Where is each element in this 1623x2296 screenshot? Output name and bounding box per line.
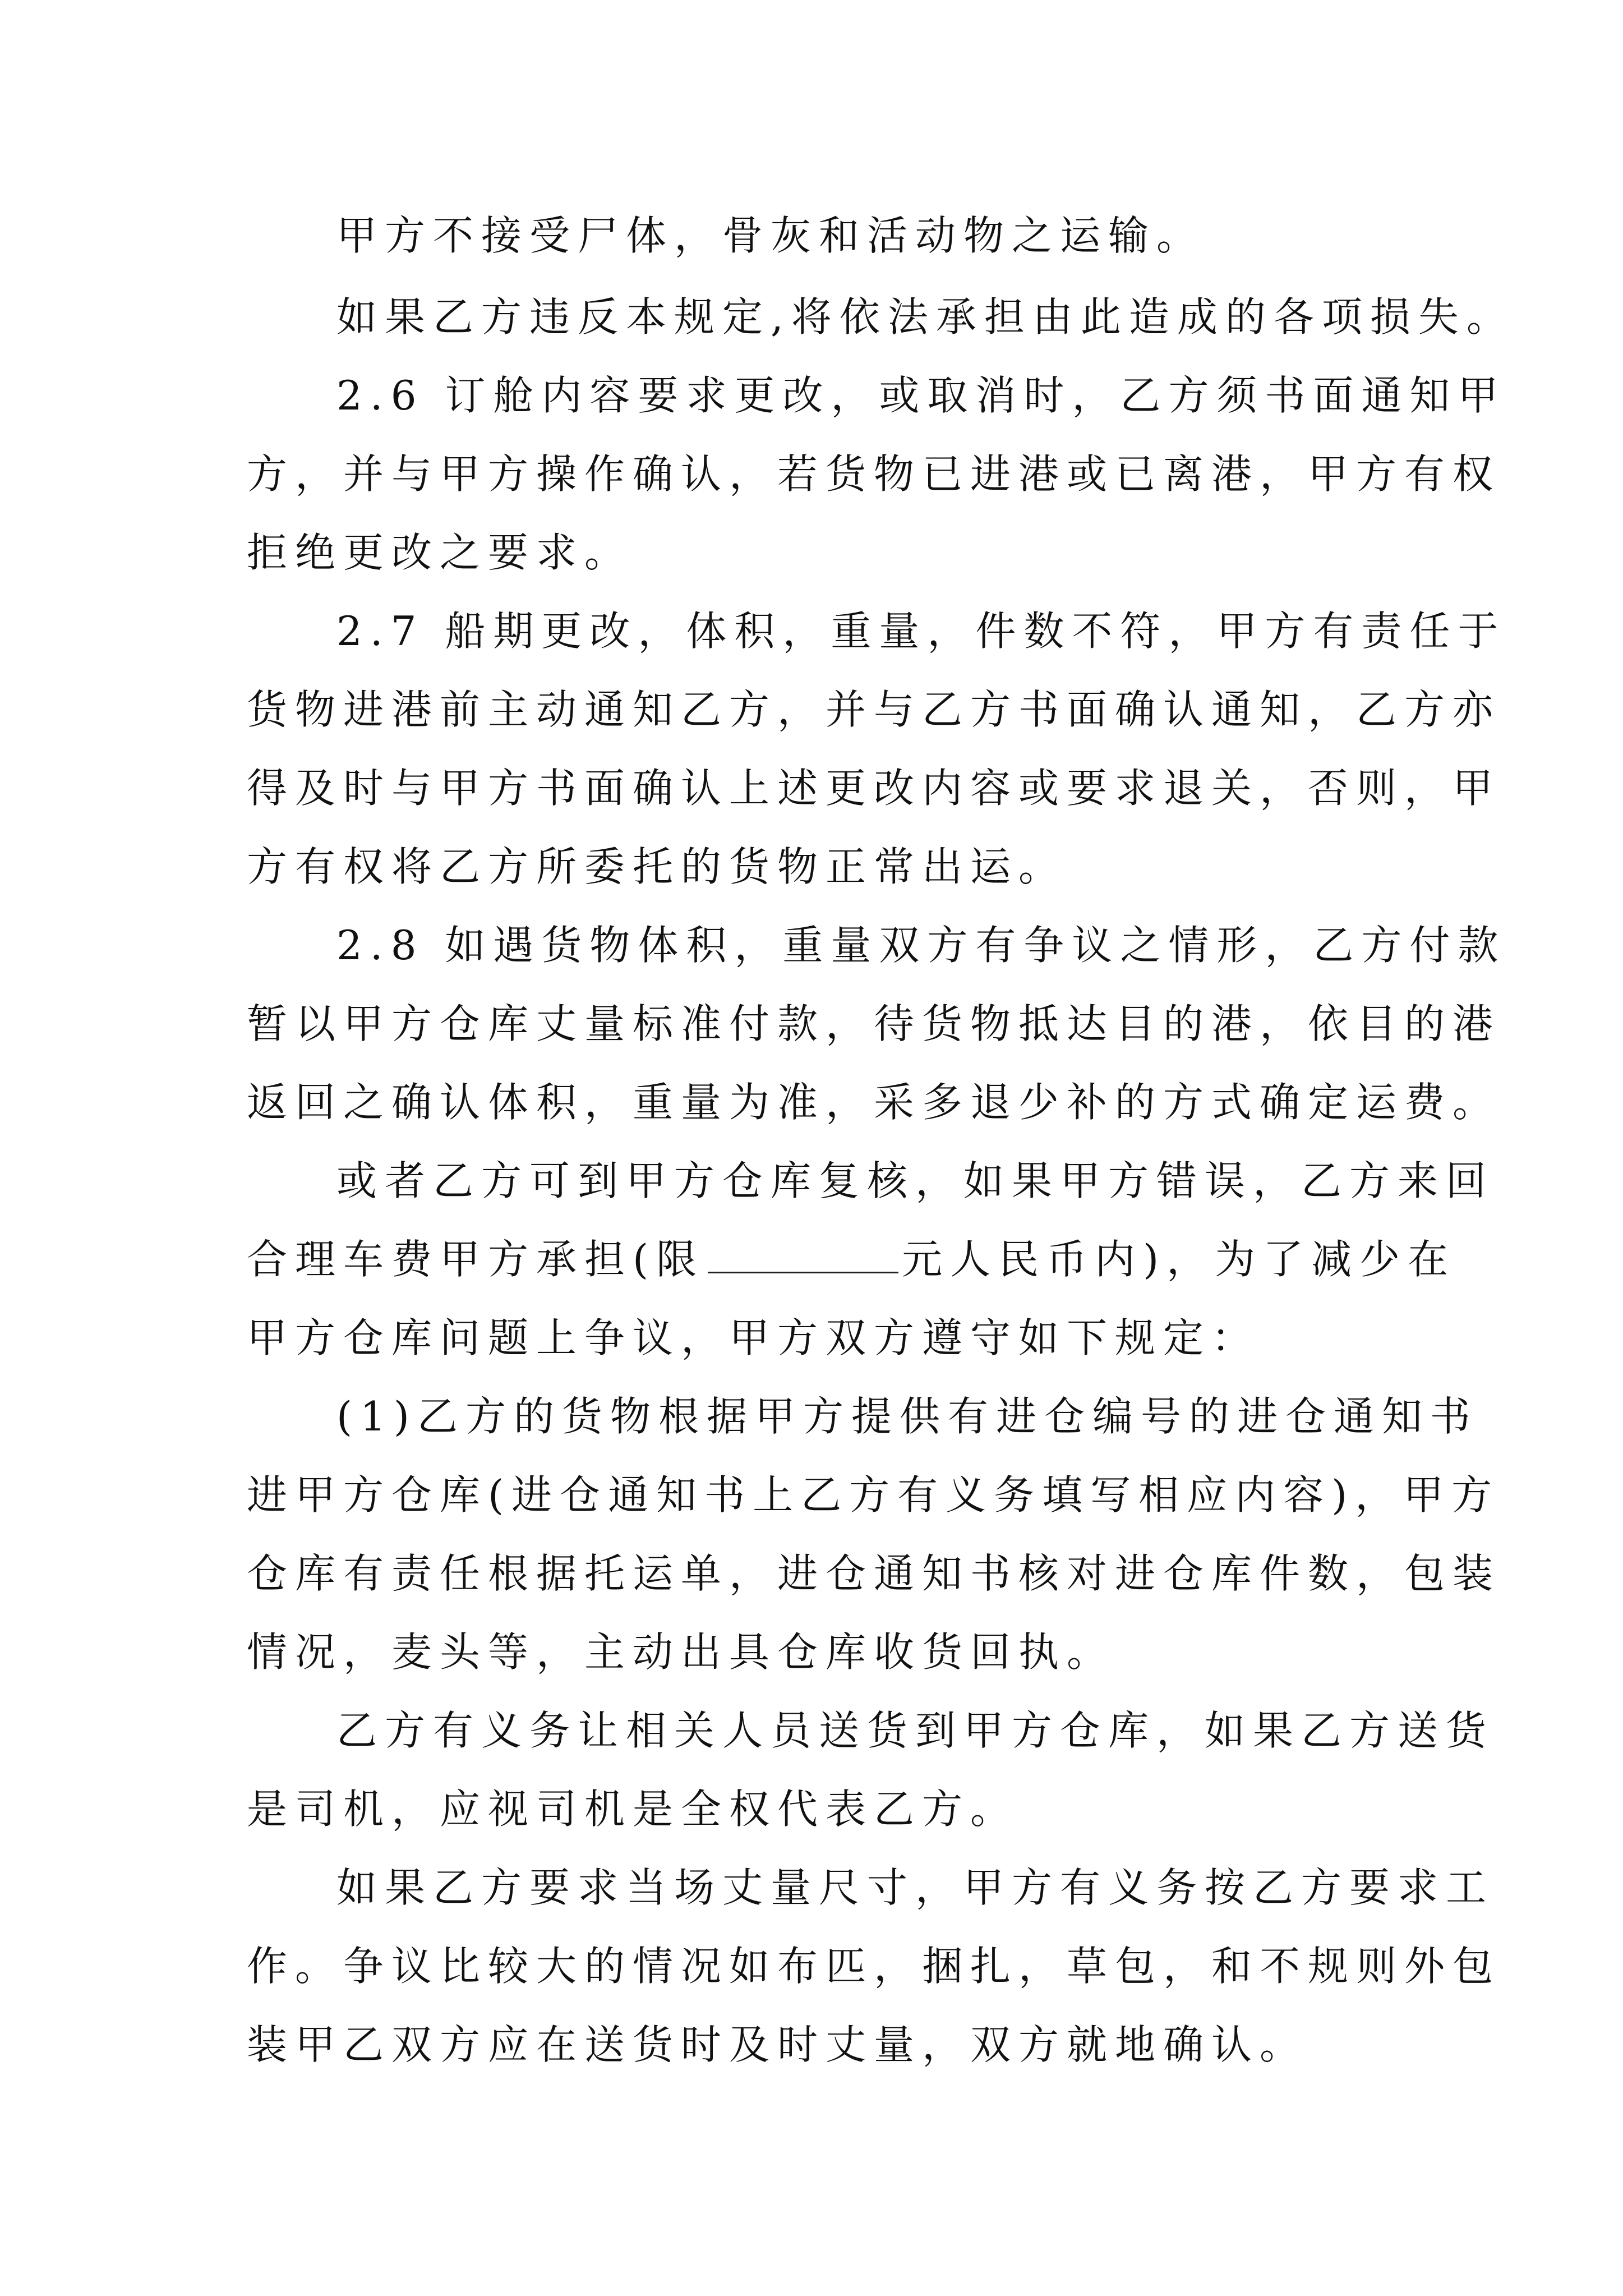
text-line: 如果乙方违反本规定,将依法承担由此造成的各项损失。 (336, 293, 1515, 341)
text-line: 作。争议比较大的情况如布匹，捆扎，草包，和不规则外包 (247, 1943, 1501, 1990)
text-line: 是司机，应视司机是全权代表乙方。 (247, 1786, 1019, 1833)
text-line: 暂以甲方仓库丈量标准付款，待货物抵达目的港，依目的港 (247, 1000, 1501, 1047)
text-after-blank: 元人民币内)，为了减少在 (902, 1236, 1456, 1283)
text-line: 方，并与甲方操作确认，若货物已进港或已离港，甲方有权 (247, 450, 1501, 498)
fill-in-blank (708, 1237, 898, 1273)
text-line: 甲方仓库问题上争议，甲方双方遵守如下规定： (247, 1314, 1260, 1361)
text-line: 进甲方仓库(进仓通知书上乙方有义务填写相应内容)，甲方 (247, 1471, 1500, 1519)
text-line: 装甲乙双方应在送货时及时丈量，双方就地确认。 (247, 2021, 1308, 2068)
text-line: 或者乙方可到甲方仓库复核，如果甲方错误，乙方来回 (336, 1157, 1495, 1204)
text-line: 返回之确认体积，重量为准，采多退少补的方式确定运费。 (247, 1079, 1501, 1126)
text-line: 2.7 船期更改，体积，重量，件数不符，甲方有责任于 (336, 608, 1506, 655)
text-line: 方有权将乙方所委托的货物正常出运。 (247, 843, 1067, 890)
text-line: 甲方不接受尸体，骨灰和活动物之运输。 (336, 212, 1205, 259)
text-line: 仓库有责任根据托运单，进仓通知书核对进仓库件数，包装 (247, 1550, 1501, 1597)
text-line: (1)乙方的货物根据甲方提供有进仓编号的进仓通知书 (336, 1393, 1478, 1440)
text-line: 货物进港前主动通知乙方，并与乙方书面确认通知，乙方亦 (247, 686, 1501, 733)
text-before-blank: 合理车费甲方承担(限 (247, 1236, 705, 1283)
text-line: 2.6 订舱内容要求更改，或取消时，乙方须书面通知甲 (336, 372, 1506, 419)
text-line: 2.8 如遇货物体积，重量双方有争议之情形，乙方付款 (336, 922, 1506, 969)
text-line: 情况，麦头等，主动出具仓库收货回执。 (247, 1628, 1115, 1676)
text-line: 得及时与甲方书面确认上述更改内容或要求退关，否则，甲 (247, 765, 1501, 812)
text-line: 拒绝更改之要求。 (247, 529, 633, 576)
text-line: 乙方有义务让相关人员送货到甲方仓库，如果乙方送货 (336, 1707, 1495, 1754)
text-line: 如果乙方要求当场丈量尺寸，甲方有义务按乙方要求工 (336, 1864, 1495, 1911)
text-line-with-blank (247, 1231, 1456, 1287)
